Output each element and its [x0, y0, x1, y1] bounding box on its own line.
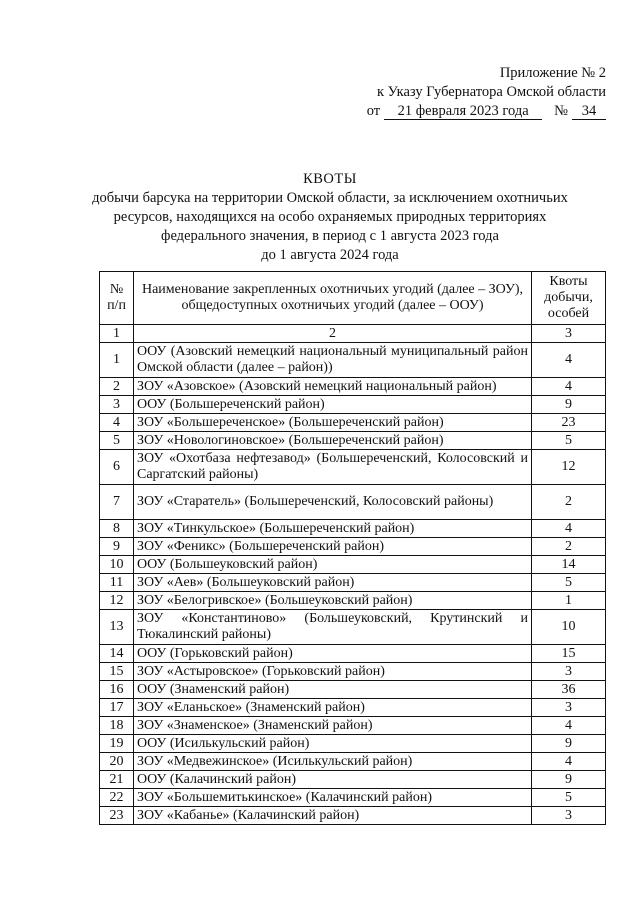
- table-row: [100, 717, 606, 735]
- header-num: № п/п: [100, 272, 134, 325]
- quota-value: 12: [532, 450, 606, 485]
- table-row: [100, 735, 606, 753]
- quota-value: 2: [532, 485, 606, 520]
- row-number: 16: [100, 681, 134, 699]
- hunting-ground-name: ЗОУ «Азовское» (Азовский немецкий национальный район): [134, 378, 532, 396]
- quota-value: 5: [532, 789, 606, 807]
- quota-value: 9: [532, 735, 606, 753]
- hunting-ground-name: ЗОУ «Белогривское» (Большеуковский район): [134, 592, 532, 610]
- table-row: [100, 538, 606, 556]
- column-number: 2: [134, 325, 532, 343]
- quota-value: 9: [532, 396, 606, 414]
- appendix-title: Приложение № 2: [499, 65, 606, 81]
- appendix-date-line: [367, 102, 606, 121]
- quota-value: 4: [532, 753, 606, 771]
- row-number: 22: [100, 789, 134, 807]
- table-row: [100, 450, 606, 485]
- table-row: [100, 681, 606, 699]
- hunting-ground-name: ООУ (Исилькульский район): [134, 735, 532, 753]
- quota-value: 1: [532, 592, 606, 610]
- hunting-ground-name: ЗОУ «Большемитькинское» (Калачинский район): [134, 789, 532, 807]
- quota-value: 36: [532, 681, 606, 699]
- quota-value: 4: [532, 343, 606, 378]
- hunting-ground-name: ЗОУ «Старатель» (Большереченский, Колосовский районы): [134, 485, 532, 520]
- hunting-ground-name: ЗОУ «Охотбаза нефтезавод» (Большереченский, Колосовский и Саргатский районы): [134, 450, 532, 485]
- number-label: №: [554, 103, 568, 119]
- quota-table: [99, 271, 606, 825]
- table-row: [100, 645, 606, 663]
- hunting-ground-name: ООУ (Калачинский район): [134, 771, 532, 789]
- row-number: 6: [100, 450, 134, 485]
- hunting-ground-name: ЗОУ «Медвежинское» (Исилькульский район): [134, 753, 532, 771]
- table-row: [100, 574, 606, 592]
- appendix-block: [367, 64, 606, 121]
- quota-value: 3: [532, 663, 606, 681]
- row-number: 14: [100, 645, 134, 663]
- from-label: от: [366, 103, 381, 119]
- quota-value: 23: [532, 414, 606, 432]
- hunting-ground-name: ООУ (Большеуковский район): [134, 556, 532, 574]
- table-row: [100, 807, 606, 825]
- table-row: [100, 663, 606, 681]
- table-header-row: [100, 272, 606, 325]
- header-quota: Квоты добычи, особей: [532, 272, 606, 325]
- row-number: 11: [100, 574, 134, 592]
- column-number: 3: [532, 325, 606, 343]
- table-row: [100, 789, 606, 807]
- appendix-decree: к Указу Губернатора Омской области: [376, 84, 606, 100]
- table-row: [100, 378, 606, 396]
- hunting-ground-name: ООУ (Знаменский район): [134, 681, 532, 699]
- quota-value: 4: [532, 717, 606, 735]
- table-row: [100, 556, 606, 574]
- table-row: [100, 592, 606, 610]
- row-number: 3: [100, 396, 134, 414]
- hunting-ground-name: ЗОУ «Еланьское» (Знаменский район): [134, 699, 532, 717]
- quota-value: 3: [532, 807, 606, 825]
- hunting-ground-name: ЗОУ «Аев» (Большеуковский район): [134, 574, 532, 592]
- hunting-ground-name: ЗОУ «Тинкульское» (Большереченский район): [134, 520, 532, 538]
- hunting-ground-name: ООУ (Горьковский район): [134, 645, 532, 663]
- hunting-ground-name: ЗОУ «Астыровское» (Горьковский район): [134, 663, 532, 681]
- row-number: 2: [100, 378, 134, 396]
- row-number: 4: [100, 414, 134, 432]
- hunting-ground-name: ЗОУ «Феникс» (Большереченский район): [134, 538, 532, 556]
- row-number: 15: [100, 663, 134, 681]
- table-row: [100, 610, 606, 645]
- hunting-ground-name: ЗОУ «Новологиновское» (Большереченский район): [134, 432, 532, 450]
- hunting-ground-name: ЗОУ «Знаменское» (Знаменский район): [134, 717, 532, 735]
- row-number: 8: [100, 520, 134, 538]
- title-line-4: до 1 августа 2024 года: [261, 247, 399, 263]
- hunting-ground-name: ООУ (Большереченский район): [134, 396, 532, 414]
- row-number: 23: [100, 807, 134, 825]
- quota-value: 5: [532, 432, 606, 450]
- title-heading: КВОТЫ: [303, 171, 357, 187]
- table-row: [100, 771, 606, 789]
- hunting-ground-name: ЗОУ «Большереченское» (Большереченский район): [134, 414, 532, 432]
- row-number: 7: [100, 485, 134, 520]
- quota-value: 10: [532, 610, 606, 645]
- row-number: 9: [100, 538, 134, 556]
- table-row: [100, 520, 606, 538]
- title-line-1: добычи барсука на территории Омской области, за исключением охотничьих: [92, 190, 568, 206]
- row-number: 10: [100, 556, 134, 574]
- row-number: 13: [100, 610, 134, 645]
- row-number: 21: [100, 771, 134, 789]
- document-title: [60, 170, 600, 265]
- hunting-ground-name: ЗОУ «Константиново» (Большеуковский, Крутинский и Тюкалинский районы): [134, 610, 532, 645]
- row-number: 12: [100, 592, 134, 610]
- table-row: [100, 432, 606, 450]
- table-row: [100, 396, 606, 414]
- quota-value: 5: [532, 574, 606, 592]
- hunting-ground-name: ЗОУ «Кабанье» (Калачинский район): [134, 807, 532, 825]
- row-number: 1: [100, 343, 134, 378]
- column-number-row: [100, 325, 606, 343]
- quota-value: 3: [532, 699, 606, 717]
- quota-value: 4: [532, 378, 606, 396]
- table-row: [100, 343, 606, 378]
- quota-value: 14: [532, 556, 606, 574]
- header-name: Наименование закрепленных охотничьих угодий (далее – ЗОУ), общедоступных охотничьих угодий (далее – ООУ): [134, 272, 532, 325]
- quota-value: 9: [532, 771, 606, 789]
- quota-value: 15: [532, 645, 606, 663]
- decree-number: 34: [572, 104, 606, 120]
- column-number: 1: [100, 325, 134, 343]
- row-number: 20: [100, 753, 134, 771]
- table-row: [100, 485, 606, 520]
- table-row: [100, 699, 606, 717]
- quota-value: 4: [532, 520, 606, 538]
- decree-date: 21 февраля 2023 года: [384, 104, 542, 120]
- hunting-ground-name: ООУ (Азовский немецкий национальный муниципальный район Омской области (далее – район)): [134, 343, 532, 378]
- table-row: [100, 753, 606, 771]
- row-number: 17: [100, 699, 134, 717]
- table-row: [100, 414, 606, 432]
- title-line-2: ресурсов, находящихся на особо охраняемых природных территориях: [113, 209, 547, 225]
- row-number: 5: [100, 432, 134, 450]
- quota-value: 2: [532, 538, 606, 556]
- row-number: 19: [100, 735, 134, 753]
- title-line-3: федерального значения, в период с 1 августа 2023 года: [161, 228, 499, 244]
- table-body: [100, 343, 606, 825]
- row-number: 18: [100, 717, 134, 735]
